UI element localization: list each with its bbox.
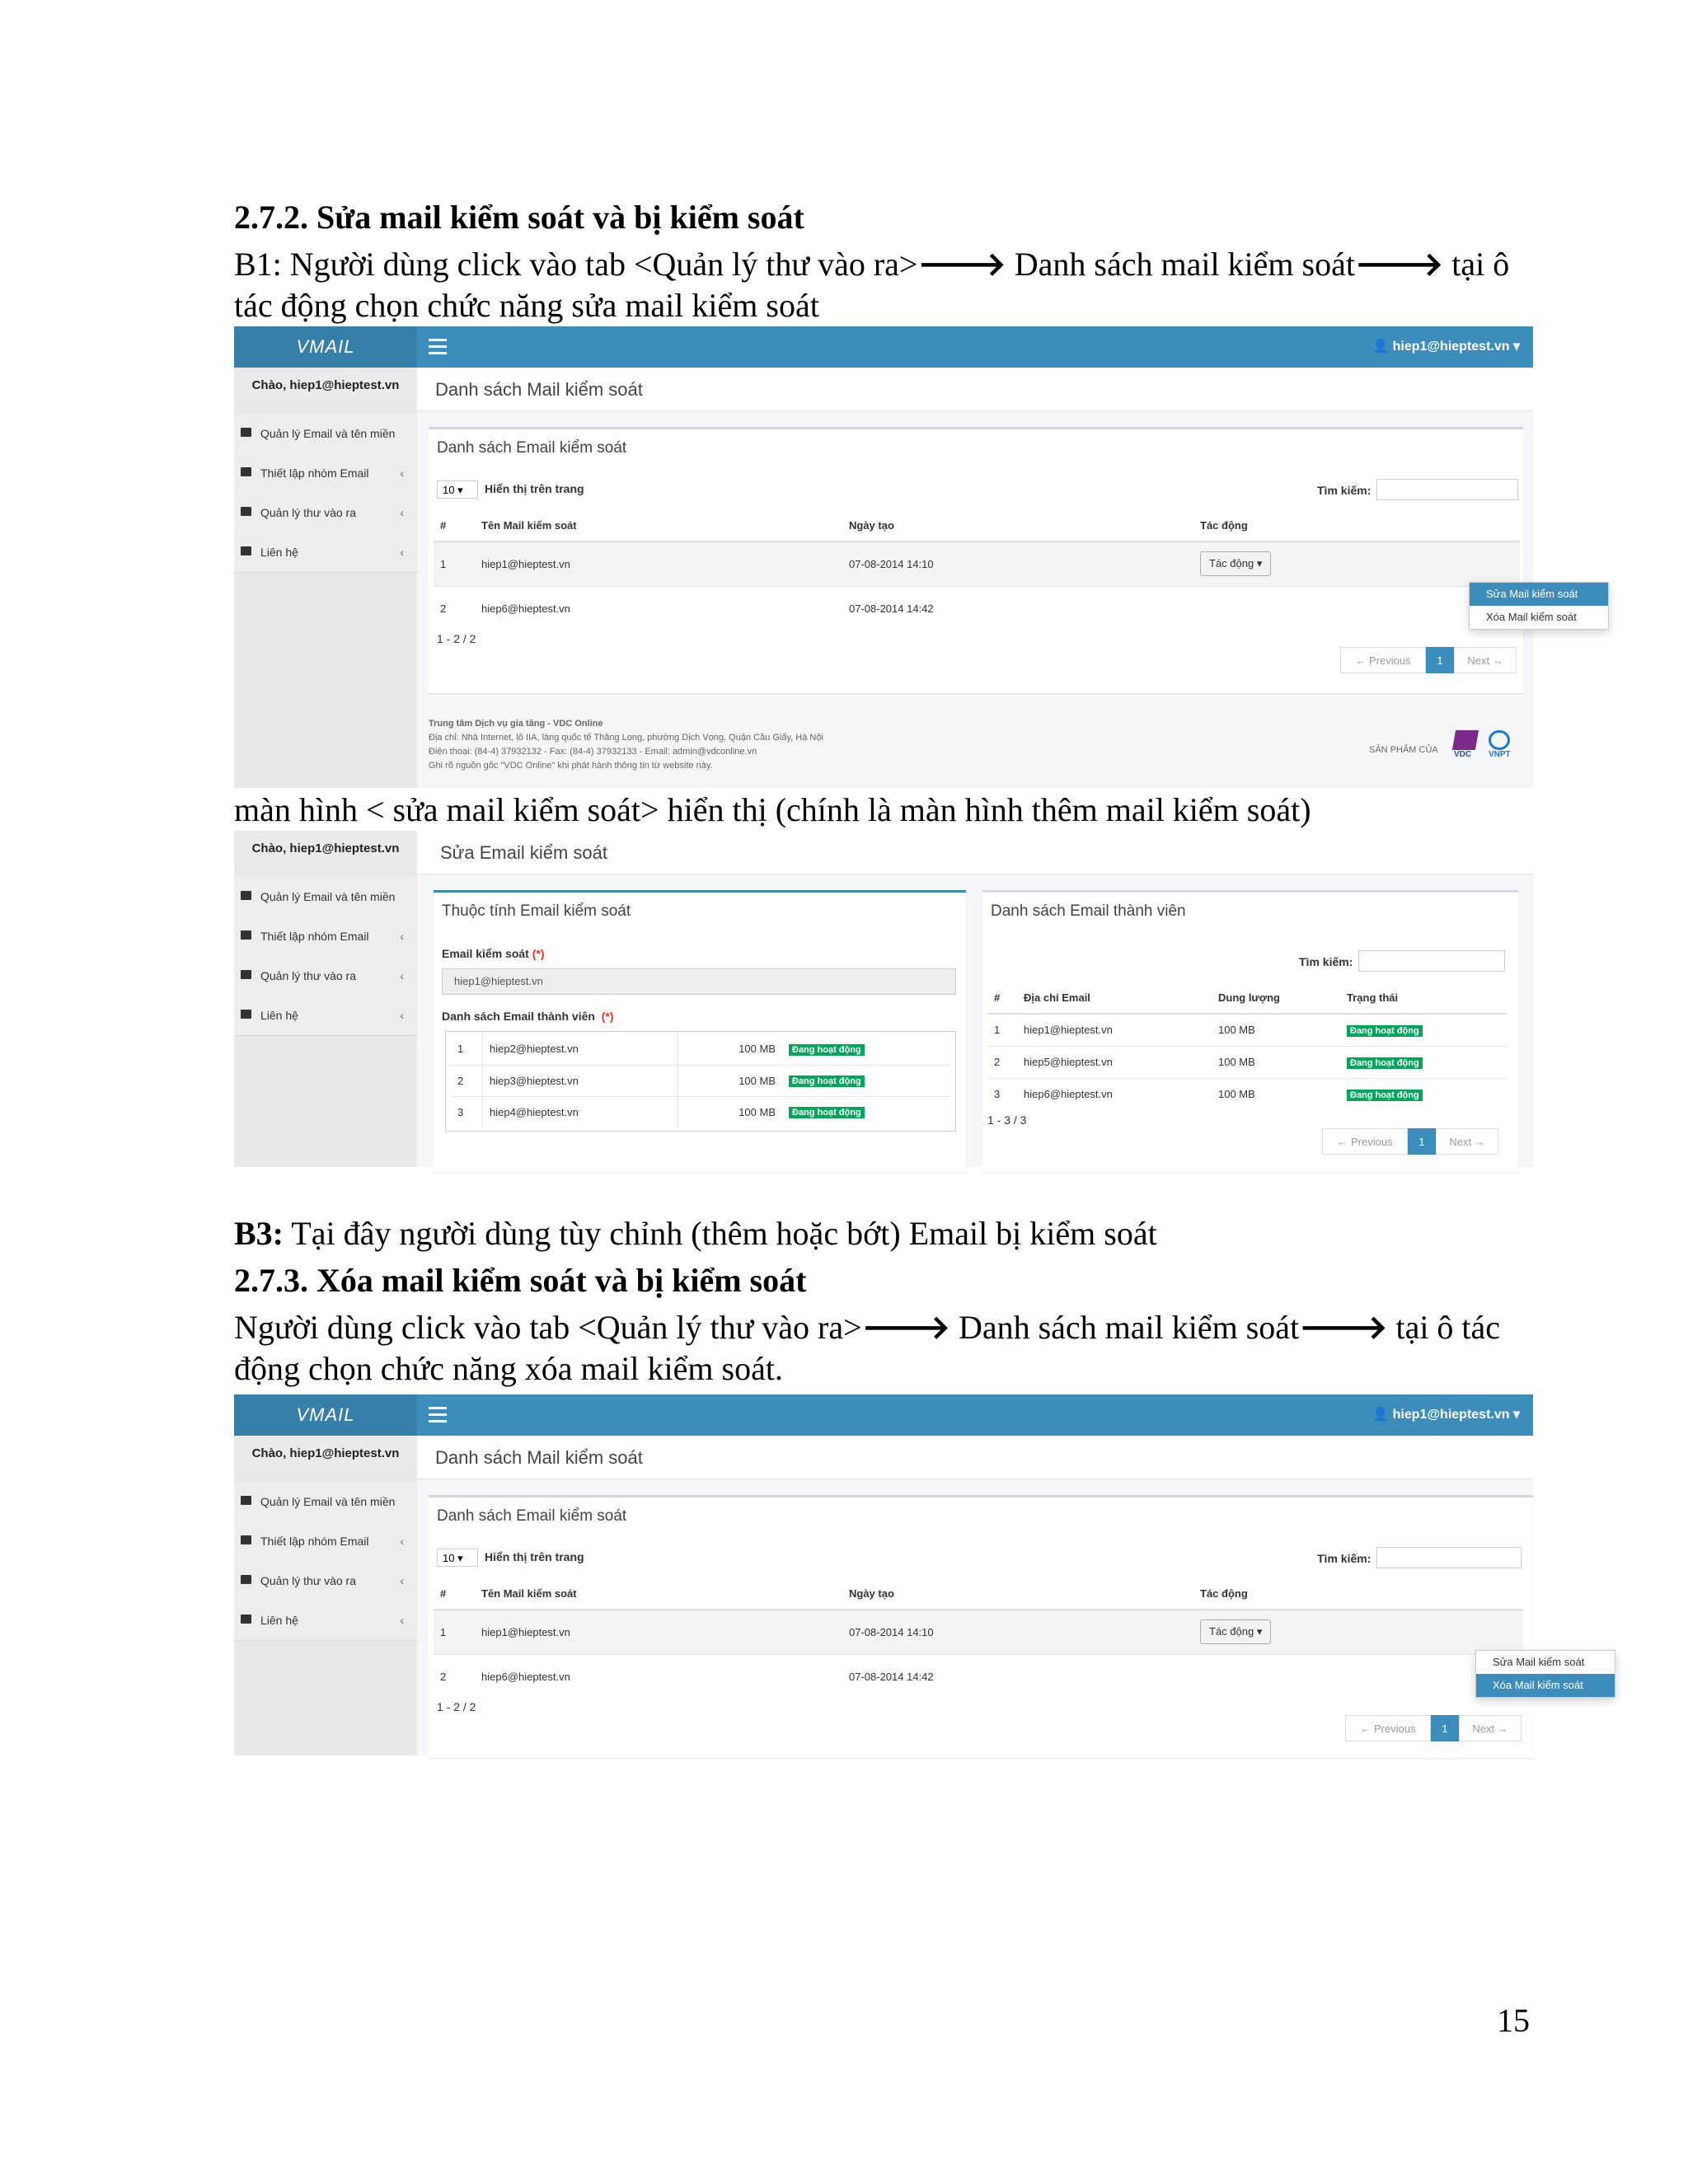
col-action[interactable]: Tác động xyxy=(1193,1577,1523,1610)
page-size-select[interactable]: 10 ▾ xyxy=(437,1549,478,1567)
range-info: 1 - 2 / 2 xyxy=(437,1700,476,1713)
arrow-icon: 🡒 xyxy=(917,246,1006,284)
paragraph-edit-step1-line1: B1: Người dùng click vào tab <Quản lý thư vào ra>🡒 Danh sách mail kiểm soát🡒 tại ô xyxy=(234,246,1510,284)
vnpt-logo-icon: VNPT xyxy=(1489,730,1517,760)
section-heading-edit: 2.7.2. Sửa mail kiểm soát và bị kiểm soát xyxy=(234,199,804,236)
page-1-button[interactable]: 1 xyxy=(1431,1715,1459,1741)
col-status[interactable]: Trạng thái xyxy=(1340,982,1507,1014)
action-dropdown-button[interactable]: Tác động ▾ xyxy=(1200,1619,1271,1644)
status-badge: Đang hoạt động xyxy=(789,1044,865,1056)
range-info: 1 - 2 / 2 xyxy=(437,632,476,645)
action-dropdown-menu xyxy=(1469,582,1609,630)
pagination xyxy=(1340,647,1517,673)
table-row: 1 hiep1@hieptest.vn 100 MB Đang hoạt động xyxy=(987,1014,1507,1046)
control-email-input[interactable]: hiep1@hieptest.vn xyxy=(442,968,956,995)
pagination xyxy=(1322,1128,1498,1155)
col-date[interactable]: Ngày tạo xyxy=(842,1577,1193,1610)
control-mail-table xyxy=(434,509,1520,630)
user-menu[interactable]: 👤 hiep1@hieptest.vn ▾ xyxy=(1372,1408,1520,1422)
search-input[interactable] xyxy=(1376,1547,1522,1568)
range-info: 1 - 3 / 3 xyxy=(987,1113,1027,1127)
arrow-icon: 🡒 xyxy=(1354,246,1444,284)
control-email-label: Email kiểm soát (*) xyxy=(442,947,545,960)
site-footer: Trung tâm Dịch vụ gia tăng - VDC Online Địa chỉ: Nhà Internet, lô IIA, làng quốc tế Thăng Long, phường Dịch Vọng, Quận Cầu Giấy, Hà Nội Điện thoại: (84-4) 37932132 - Fax: (84-4) 37932133 - Email: admin@vdconline.vn Ghi rõ nguồn gốc "VDC Online" khi phát hành thông tin từ website này. xyxy=(429,719,823,771)
list-box xyxy=(429,427,1523,693)
sidebar-greeting: Chào, hiep1@hieptest.vn xyxy=(234,1436,417,1472)
envelope-icon xyxy=(241,428,251,437)
screenshot-list-delete xyxy=(234,1394,1585,1755)
folder-icon xyxy=(241,1535,251,1544)
menu-delete-control-mail[interactable]: Xóa Mail kiểm soát xyxy=(1486,611,1577,623)
contact-icon xyxy=(241,1615,251,1624)
page-1-button[interactable]: 1 xyxy=(1408,1128,1436,1155)
table-row: 2 hiep5@hieptest.vn 100 MB Đang hoạt động xyxy=(987,1046,1507,1078)
col-date[interactable]: Ngày tạo xyxy=(842,509,1193,541)
menu-toggle-icon[interactable] xyxy=(429,339,447,355)
product-of-label: SẢN PHẨM CỦA xyxy=(1369,745,1438,755)
col-name[interactable]: Tên Mail kiểm soát xyxy=(475,509,842,541)
user-menu[interactable]: 👤 hiep1@hieptest.vn ▾ xyxy=(1372,340,1520,354)
members-label: Danh sách Email thành viên (*) xyxy=(442,1010,614,1023)
sidebar-greeting: Chào, hiep1@hieptest.vn xyxy=(234,368,417,404)
box-title: Danh sách Email kiểm soát xyxy=(437,439,627,457)
list-item: 3 hiep4@hieptest.vn 100 MB Đang hoạt động xyxy=(451,1096,950,1127)
sidebar-item-email-domain[interactable]: Quản lý Email và tên miền xyxy=(234,877,417,917)
vdc-logo-icon: VDC xyxy=(1454,730,1480,760)
sidebar-greeting: Chào, hiep1@hieptest.vn xyxy=(234,831,417,867)
page-title: Danh sách Mail kiểm soát xyxy=(435,379,643,400)
section-heading-delete: 2.7.3. Xóa mail kiểm soát và bị kiểm soát xyxy=(234,1262,807,1299)
sidebar-item-email-domain[interactable]: Quản lý Email và tên miền xyxy=(234,414,417,454)
menu-toggle-icon[interactable] xyxy=(429,1407,447,1423)
members-list[interactable] xyxy=(445,1031,956,1132)
sidebar-item-email-group[interactable]: Thiết lập nhóm Email ‹ xyxy=(234,916,417,957)
content-area xyxy=(417,1436,1585,1755)
col-num[interactable]: # xyxy=(434,509,475,541)
status-badge: Đang hoạt động xyxy=(1347,1090,1423,1101)
search-input[interactable] xyxy=(1376,479,1518,500)
pagination xyxy=(1345,1715,1522,1741)
prev-button[interactable]: ← Previous xyxy=(1340,647,1426,673)
contact-icon xyxy=(241,546,251,555)
list-item: 2 hiep3@hieptest.vn 100 MB Đang hoạt động xyxy=(451,1065,950,1096)
next-button[interactable]: Next → xyxy=(1436,1128,1498,1155)
sidebar-item-mail-flow[interactable]: Quản lý thư vào ra ‹ xyxy=(234,1561,417,1601)
envelope-icon xyxy=(241,891,251,900)
search-label: Tìm kiếm: xyxy=(1317,484,1372,497)
control-mail-table xyxy=(434,1577,1523,1699)
content-area xyxy=(417,831,1533,1167)
sidebar-item-email-group[interactable]: Thiết lập nhóm Email ‹ xyxy=(234,1521,417,1562)
arrow-icon: 🡒 xyxy=(861,1309,950,1347)
sidebar-item-email-group[interactable]: Thiết lập nhóm Email ‹ xyxy=(234,453,417,494)
page-number: 15 xyxy=(1497,2002,1530,2039)
member-email-table xyxy=(987,982,1507,1110)
top-navbar xyxy=(234,1394,1533,1436)
sidebar-item-contact[interactable]: Liên hệ ‹ xyxy=(234,1601,417,1641)
col-email[interactable]: Địa chỉ Email xyxy=(1017,982,1212,1014)
table-row: 2 hiep6@hieptest.vn 07-08-2014 14:42 xyxy=(434,586,1520,630)
screenshot-edit-screen xyxy=(234,831,1533,1167)
sidebar-item-contact[interactable]: Liên hệ ‹ xyxy=(234,532,417,573)
sidebar-item-mail-flow[interactable]: Quản lý thư vào ra ‹ xyxy=(234,956,417,996)
action-dropdown-button[interactable]: Tác động ▾ xyxy=(1200,551,1271,576)
folder-icon xyxy=(241,930,251,940)
menu-edit-control-mail[interactable]: Sửa Mail kiểm soát xyxy=(1493,1656,1585,1668)
status-badge: Đang hoạt động xyxy=(789,1107,865,1118)
member-email-list-box xyxy=(982,890,1518,1173)
sidebar-item-email-domain[interactable]: Quản lý Email và tên miền xyxy=(234,1482,417,1522)
per-page-label: Hiển thị trên trang xyxy=(485,482,584,495)
control-email-properties-box xyxy=(434,890,966,1173)
page-title: Danh sách Mail kiểm soát xyxy=(435,1447,643,1468)
page-1-button[interactable]: 1 xyxy=(1426,647,1454,673)
paragraph-step3: B3: Tại đây người dùng tùy chỉnh (thêm hoặc bớt) Email bị kiểm soát xyxy=(234,1215,1157,1252)
box-title: Thuộc tính Email kiểm soát xyxy=(442,902,631,920)
next-button[interactable]: Next → xyxy=(1459,1715,1522,1741)
col-action[interactable]: Tác động xyxy=(1193,509,1520,541)
per-page-label: Hiển thị trên trang xyxy=(485,1550,584,1563)
app-logo[interactable]: VMAIL xyxy=(234,1394,417,1436)
prev-button[interactable]: ← Previous xyxy=(1345,1715,1431,1741)
sidebar-item-contact[interactable]: Liên hệ ‹ xyxy=(234,996,417,1036)
table-row: 3 hiep6@hieptest.vn 100 MB Đang hoạt động xyxy=(987,1078,1507,1110)
top-navbar xyxy=(234,326,1533,368)
table-row: 1 hiep1@hieptest.vn 07-08-2014 14:10 Tác động ▾ xyxy=(434,541,1520,586)
status-badge: Đang hoạt động xyxy=(789,1076,865,1087)
contact-icon xyxy=(241,1010,251,1019)
arrow-icon: 🡒 xyxy=(1299,1309,1388,1347)
status-badge: Đang hoạt động xyxy=(1347,1057,1423,1069)
share-icon xyxy=(241,970,251,979)
status-badge: Đang hoạt động xyxy=(1347,1025,1423,1037)
box-title: Danh sách Email thành viên xyxy=(991,902,1186,920)
app-logo[interactable]: VMAIL xyxy=(234,326,417,368)
menu-edit-control-mail[interactable]: Sửa Mail kiểm soát xyxy=(1470,583,1608,606)
paragraph-delete-line1: Người dùng click vào tab <Quản lý thư vào ra>🡒 Danh sách mail kiểm soát🡒 tại ô tác xyxy=(234,1309,1501,1347)
table-row: 1 hiep1@hieptest.vn 07-08-2014 14:10 Tác động ▾ xyxy=(434,1610,1523,1654)
share-icon xyxy=(241,1575,251,1584)
box-title: Danh sách Email kiểm soát xyxy=(437,1507,627,1525)
page-title: Sửa Email kiểm soát xyxy=(440,842,608,863)
table-row: 2 hiep6@hieptest.vn 07-08-2014 14:42 xyxy=(434,1654,1523,1699)
prev-button[interactable]: ← Previous xyxy=(1322,1128,1408,1155)
content-area xyxy=(417,368,1578,788)
search-label: Tìm kiếm: xyxy=(1317,1552,1372,1565)
paragraph-edit-screen: màn hình < sửa mail kiểm soát> hiển thị (chính là màn hình thêm mail kiểm soát) xyxy=(234,791,1311,828)
menu-delete-control-mail[interactable]: Xóa Mail kiểm soát xyxy=(1476,1674,1615,1697)
share-icon xyxy=(241,507,251,516)
search-label: Tìm kiếm: xyxy=(1299,955,1353,968)
action-dropdown-menu xyxy=(1475,1650,1615,1698)
sidebar-item-mail-flow[interactable]: Quản lý thư vào ra ‹ xyxy=(234,493,417,533)
col-num[interactable]: # xyxy=(987,982,1017,1014)
page-size-select[interactable]: 10 ▾ xyxy=(437,480,478,499)
col-num[interactable]: # xyxy=(434,1577,475,1610)
paragraph-edit-step1-line2: tác động chọn chức năng sửa mail kiểm soát xyxy=(234,287,819,324)
list-item: 1 hiep2@hieptest.vn 100 MB Đang hoạt động xyxy=(451,1033,950,1065)
folder-icon xyxy=(241,467,251,476)
screenshot-list-edit xyxy=(234,326,1578,788)
paragraph-delete-line2: động chọn chức năng xóa mail kiểm soát. xyxy=(234,1350,783,1387)
next-button[interactable]: Next → xyxy=(1454,647,1517,673)
col-size[interactable]: Dung lượng xyxy=(1212,982,1340,1014)
list-box xyxy=(429,1495,1533,1758)
envelope-icon xyxy=(241,1496,251,1505)
search-input[interactable] xyxy=(1358,950,1505,972)
col-name[interactable]: Tên Mail kiểm soát xyxy=(475,1577,842,1610)
